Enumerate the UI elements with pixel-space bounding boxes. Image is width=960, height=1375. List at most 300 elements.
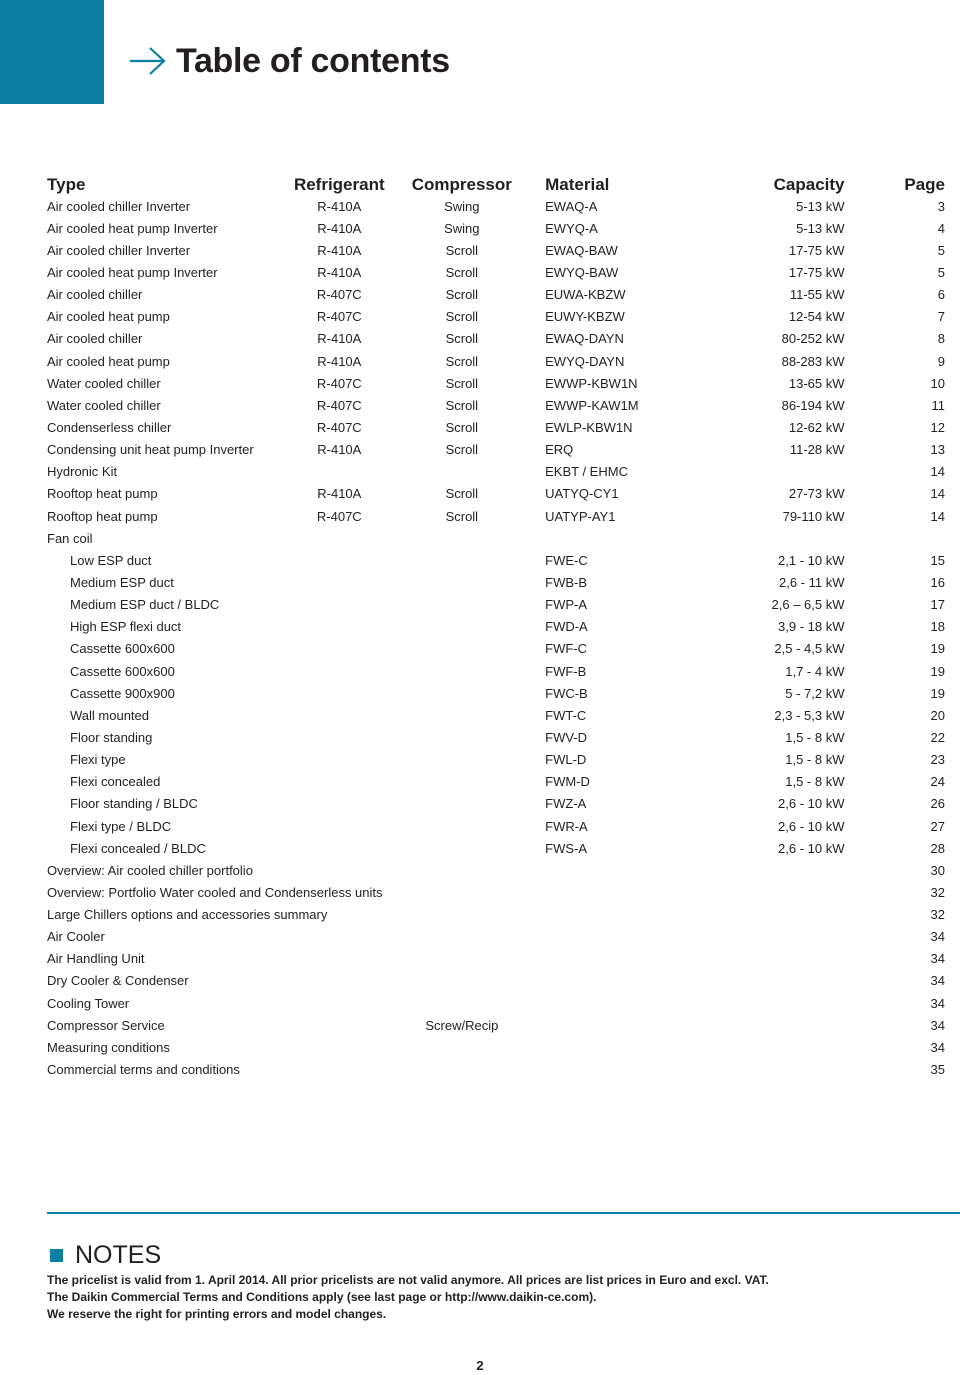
cell-compressor: Scroll: [445, 287, 479, 303]
table-row: [47, 594, 945, 616]
cell-capacity: 2,1 - 10 kW: [778, 552, 845, 568]
cell-material: UATYQ-CY1: [545, 486, 619, 502]
cell-capacity: 12-62 kW: [788, 419, 845, 435]
table-row: [47, 881, 945, 903]
cell-refrigerant: [284, 815, 394, 837]
cell-type: Air Cooler: [47, 929, 105, 945]
cell-capacity: 27-73 kW: [788, 486, 845, 502]
cell-material: EWWP-KBW1N: [545, 375, 638, 391]
cell-compressor: [395, 970, 530, 992]
cell-page: 32: [930, 907, 945, 923]
cell-material: FWT-C: [545, 707, 587, 723]
cell-compressor: [395, 881, 530, 903]
cell-material: EWYQ-A: [545, 220, 598, 236]
table-row: [47, 926, 945, 948]
cell-capacity: [694, 527, 845, 549]
column-header-capacity: Capacity: [773, 175, 845, 194]
cell-material: FWF-C: [545, 641, 587, 657]
cell-page: 15: [930, 552, 945, 568]
cell-page: 34: [930, 929, 945, 945]
cell-page: 17: [930, 597, 945, 613]
cell-refrigerant: [284, 1058, 394, 1080]
cell-material: EWAQ-A: [545, 198, 598, 214]
cell-compressor: Scroll: [445, 397, 479, 413]
cell-capacity: 5-13 kW: [796, 220, 845, 236]
cell-refrigerant: [284, 571, 394, 593]
notes-title: NOTES: [75, 1241, 162, 1269]
cell-type: Wall mounted: [70, 707, 149, 723]
cell-compressor: Screw/Recip: [425, 1017, 499, 1033]
cell-refrigerant: R-410A: [317, 331, 362, 347]
cell-material: FWV-D: [545, 729, 588, 745]
cell-refrigerant: [284, 726, 394, 748]
table-row: [47, 837, 945, 859]
table-row: [47, 904, 945, 926]
cell-compressor: [395, 527, 530, 549]
cell-type: Air cooled chiller Inverter: [47, 242, 191, 258]
cell-type: Condensing unit heat pump Inverter: [47, 442, 254, 458]
cell-refrigerant: [284, 926, 394, 948]
cell-type: Large Chillers options and accessories summary: [47, 907, 328, 923]
notes-divider: [47, 1212, 960, 1214]
cell-type: Fan coil: [47, 530, 93, 546]
cell-capacity: 11-55 kW: [789, 287, 845, 303]
cell-page: 12: [930, 419, 945, 435]
cell-material: EUWY-KBZW: [545, 309, 625, 325]
cell-refrigerant: [284, 682, 394, 704]
cell-capacity: 5-13 kW: [796, 198, 845, 214]
cell-compressor: Scroll: [445, 486, 479, 502]
cell-compressor: Scroll: [445, 242, 479, 258]
cell-compressor: [395, 726, 530, 748]
cell-page: 5: [937, 264, 945, 280]
cell-type: Flexi concealed: [70, 774, 161, 790]
cell-material: FWF-B: [545, 663, 587, 679]
cell-type: Air cooled chiller: [47, 287, 143, 303]
cell-material: FWS-A: [545, 840, 588, 856]
cell-refrigerant: R-410A: [317, 264, 362, 280]
cell-compressor: [395, 926, 530, 948]
cell-type: Air cooled heat pump: [47, 309, 170, 325]
cell-compressor: [395, 992, 530, 1014]
cell-compressor: [395, 704, 530, 726]
cell-page: 22: [930, 729, 945, 745]
table-row: [47, 239, 945, 261]
cell-compressor: [395, 771, 530, 793]
cell-type: Overview: Air cooled chiller portfolio: [47, 862, 253, 878]
cell-type: Commercial terms and conditions: [47, 1062, 240, 1078]
table-row: [47, 439, 945, 461]
cell-compressor: [395, 948, 530, 970]
cell-type: Low ESP duct: [70, 552, 152, 568]
notes-line: We reserve the right for printing errors and model changes.: [47, 1307, 387, 1321]
cell-page: [845, 527, 946, 549]
cell-type: Flexi type / BLDC: [70, 818, 172, 834]
cell-capacity: 17-75 kW: [788, 264, 845, 280]
cell-page: 32: [930, 884, 945, 900]
cell-refrigerant: R-410A: [317, 198, 362, 214]
table-row: [47, 261, 945, 283]
column-header-type: Type: [47, 175, 86, 194]
cell-type: High ESP flexi duct: [70, 619, 182, 635]
cell-page: 34: [930, 995, 945, 1011]
cell-capacity: 11-28 kW: [789, 442, 845, 458]
cell-type: Compressor Service: [47, 1017, 165, 1033]
cell-compressor: Scroll: [445, 264, 479, 280]
cell-page: 10: [930, 375, 945, 391]
cell-capacity: 1,7 - 4 kW: [785, 663, 845, 679]
table-row: [47, 372, 945, 394]
cell-refrigerant: [284, 970, 394, 992]
cell-compressor: [395, 616, 530, 638]
cell-material: FWL-D: [545, 752, 587, 768]
cell-compressor: [395, 904, 530, 926]
cell-refrigerant: R-410A: [317, 353, 362, 369]
cell-material: [529, 992, 694, 1014]
cell-capacity: 2,6 – 6,5 kW: [771, 597, 845, 613]
column-header-refrigerant: Refrigerant: [293, 175, 385, 194]
cell-capacity: 79-110 kW: [782, 508, 845, 524]
cell-material: FWC-B: [545, 685, 588, 701]
cell-compressor: [395, 749, 530, 771]
cell-capacity: [694, 1058, 845, 1080]
cell-capacity: 2,6 - 11 kW: [778, 574, 845, 590]
table-row: [47, 195, 945, 217]
notes-lines: [47, 1272, 927, 1323]
cell-type: Floor standing: [70, 729, 153, 745]
cell-material: [529, 904, 694, 926]
cell-refrigerant: [284, 948, 394, 970]
table-row: [47, 682, 945, 704]
cell-page: 34: [930, 951, 945, 967]
cell-page: 34: [930, 1017, 945, 1033]
page-number: 2: [476, 1358, 484, 1373]
table-row: [47, 416, 945, 438]
cell-capacity: [694, 881, 845, 903]
cell-capacity: 80-252 kW: [781, 331, 845, 347]
cell-compressor: [395, 793, 530, 815]
cell-compressor: [395, 815, 530, 837]
cell-capacity: 17-75 kW: [788, 242, 845, 258]
table-row: [47, 992, 945, 1014]
cell-page: 30: [930, 862, 945, 878]
cell-type: Medium ESP duct: [70, 574, 174, 590]
cell-compressor: [395, 594, 530, 616]
cell-capacity: 1,5 - 8 kW: [785, 729, 845, 745]
cell-page: 27: [930, 818, 945, 834]
table-row: [47, 771, 945, 793]
cell-capacity: [694, 461, 845, 483]
cell-compressor: [395, 1058, 530, 1080]
cell-page: 18: [930, 619, 945, 635]
cell-compressor: [395, 859, 530, 881]
cell-material: [529, 970, 694, 992]
cell-page: 26: [930, 796, 945, 812]
cell-page: 16: [930, 574, 945, 590]
square-bullet-icon: [50, 1249, 63, 1262]
column-header-material: Material: [545, 175, 610, 194]
cell-type: Dry Cooler & Condenser: [47, 973, 189, 989]
cell-type: Air Handling Unit: [47, 951, 145, 967]
cell-material: FWB-B: [545, 574, 588, 590]
table-row: [47, 306, 945, 328]
cell-capacity: 1,5 - 8 kW: [785, 774, 845, 790]
cell-type: Rooftop heat pump: [47, 486, 158, 502]
cell-page: 19: [930, 685, 945, 701]
cell-capacity: 3,9 - 18 kW: [778, 619, 845, 635]
cell-capacity: [694, 904, 845, 926]
cell-compressor: [395, 638, 530, 660]
table-row: [47, 726, 945, 748]
cell-material: EUWA-KBZW: [545, 287, 626, 303]
cell-page: 11: [931, 397, 945, 413]
cell-material: UATYP-AY1: [545, 508, 616, 524]
cell-capacity: 13-65 kW: [788, 375, 845, 391]
cell-refrigerant: R-407C: [316, 309, 362, 325]
cell-type: Cooling Tower: [47, 995, 130, 1011]
cell-page: 9: [937, 353, 945, 369]
cell-type: Cassette 600x600: [70, 641, 175, 657]
cell-type: Water cooled chiller: [47, 397, 161, 413]
cell-type: Rooftop heat pump: [47, 508, 158, 524]
table-row: [47, 749, 945, 771]
cell-capacity: 12-54 kW: [788, 309, 845, 325]
cell-material: FWD-A: [545, 619, 588, 635]
table-row: [47, 549, 945, 571]
cell-refrigerant: [284, 527, 394, 549]
cell-compressor: [395, 660, 530, 682]
cell-page: 20: [930, 707, 945, 723]
cell-refrigerant: [284, 837, 394, 859]
cell-compressor: Scroll: [445, 375, 479, 391]
cell-type: Air cooled chiller Inverter: [47, 198, 191, 214]
cell-page: 19: [930, 663, 945, 679]
cell-page: 24: [930, 774, 945, 790]
cell-capacity: [694, 1036, 845, 1058]
table-row: [47, 1058, 945, 1080]
table-row: [47, 461, 945, 483]
cell-material: [529, 859, 694, 881]
cell-type: Air cooled chiller: [47, 331, 143, 347]
cell-compressor: Scroll: [445, 331, 479, 347]
cell-capacity: 2,5 - 4,5 kW: [774, 641, 845, 657]
cell-refrigerant: R-410A: [317, 442, 362, 458]
table-row: [47, 704, 945, 726]
cell-refrigerant: R-407C: [316, 287, 362, 303]
cell-material: EKBT / EHMC: [545, 464, 628, 480]
cell-page: 4: [937, 220, 945, 236]
cell-material: FWP-A: [545, 597, 588, 613]
cell-page: 13: [930, 442, 945, 458]
toc-body: [47, 195, 945, 1081]
cell-refrigerant: [284, 461, 394, 483]
table-row: [47, 394, 945, 416]
cell-page: 23: [930, 752, 945, 768]
cell-page: 14: [930, 464, 945, 480]
column-header-compressor: Compressor: [411, 175, 512, 194]
cell-type: Cassette 900x900: [70, 685, 175, 701]
cell-material: FWR-A: [545, 818, 588, 834]
table-row: [47, 638, 945, 660]
cell-capacity: [694, 926, 845, 948]
cell-page: 14: [930, 486, 945, 502]
toc-table: [47, 171, 945, 1081]
cell-page: 7: [937, 309, 945, 325]
cell-type: Cassette 600x600: [70, 663, 175, 679]
table-row: [47, 793, 945, 815]
column-header-page: Page: [904, 175, 945, 194]
cell-material: [529, 1036, 694, 1058]
table-row: [47, 217, 945, 239]
cell-page: 8: [937, 331, 945, 347]
cell-page: 5: [937, 242, 945, 258]
cell-material: [529, 1058, 694, 1080]
notes-line: The Daikin Commercial Terms and Conditions apply (see last page or http://www.daikin-ce.com).: [47, 1290, 597, 1304]
cell-type: Overview: Portfolio Water cooled and Condenserless units: [47, 884, 383, 900]
cell-compressor: [395, 682, 530, 704]
chevron-right-arrow-icon: [128, 46, 168, 76]
table-row: [47, 284, 945, 306]
cell-material: EWYQ-DAYN: [545, 353, 625, 369]
cell-page: 6: [937, 287, 945, 303]
cell-compressor: Scroll: [445, 353, 479, 369]
cell-page: 14: [930, 508, 945, 524]
cell-compressor: [395, 837, 530, 859]
cell-refrigerant: [284, 1036, 394, 1058]
cell-compressor: Swing: [444, 220, 480, 236]
cell-capacity: [694, 859, 845, 881]
cell-refrigerant: R-407C: [316, 508, 362, 524]
table-row: [47, 815, 945, 837]
cell-refrigerant: R-410A: [317, 220, 362, 236]
notes-line: The pricelist is valid from 1. April 2014. All prior pricelists are not valid anymore. All prices are list prices in Euro and excl. VAT.: [47, 1273, 769, 1287]
cell-type: Hydronic Kit: [47, 464, 118, 480]
cell-capacity: [694, 948, 845, 970]
cell-refrigerant: [284, 704, 394, 726]
cell-type: Flexi concealed / BLDC: [70, 840, 206, 856]
notes-heading: [50, 1241, 161, 1270]
cell-type: Condenserless chiller: [47, 419, 172, 435]
cell-compressor: Scroll: [445, 309, 479, 325]
cell-capacity: 2,6 - 10 kW: [778, 796, 845, 812]
cell-material: EWAQ-DAYN: [545, 331, 624, 347]
cell-type: Flexi type: [70, 752, 126, 768]
cell-refrigerant: [284, 1014, 394, 1036]
corner-accent-block: [0, 0, 104, 104]
table-row: [47, 483, 945, 505]
cell-refrigerant: [284, 992, 394, 1014]
table-row: [47, 328, 945, 350]
cell-material: [529, 527, 694, 549]
cell-page: 34: [930, 973, 945, 989]
table-row: [47, 1036, 945, 1058]
cell-capacity: 2,6 - 10 kW: [778, 818, 845, 834]
table-header-row: [47, 171, 945, 195]
cell-page: 35: [930, 1062, 945, 1078]
cell-capacity: 1,5 - 8 kW: [785, 752, 845, 768]
cell-compressor: Swing: [444, 198, 480, 214]
cell-refrigerant: R-407C: [316, 419, 362, 435]
cell-material: [529, 881, 694, 903]
cell-refrigerant: R-410A: [317, 486, 362, 502]
cell-compressor: [395, 571, 530, 593]
cell-page: 34: [930, 1039, 945, 1055]
cell-type: Floor standing / BLDC: [70, 796, 198, 812]
cell-compressor: [395, 549, 530, 571]
cell-refrigerant: [284, 549, 394, 571]
cell-capacity: 5 - 7,2 kW: [785, 685, 845, 701]
cell-type: Air cooled heat pump Inverter: [47, 220, 218, 236]
cell-refrigerant: [284, 793, 394, 815]
cell-compressor: [395, 461, 530, 483]
table-row: [47, 616, 945, 638]
cell-material: [529, 1014, 694, 1036]
cell-compressor: Scroll: [445, 442, 479, 458]
cell-page: 28: [930, 840, 945, 856]
table-row: [47, 859, 945, 881]
cell-compressor: Scroll: [445, 508, 479, 524]
cell-material: ERQ: [545, 442, 574, 458]
cell-type: Air cooled heat pump: [47, 353, 170, 369]
cell-material: FWM-D: [545, 774, 590, 790]
table-row: [47, 350, 945, 372]
table-row: [47, 1014, 945, 1036]
title-row: [128, 38, 450, 84]
cell-material: FWZ-A: [545, 796, 587, 812]
cell-capacity: [694, 992, 845, 1014]
table-row: [47, 505, 945, 527]
cell-page: 19: [930, 641, 945, 657]
cell-compressor: [395, 1036, 530, 1058]
cell-compressor: Scroll: [445, 419, 479, 435]
cell-material: [529, 926, 694, 948]
cell-material: FWE-C: [545, 552, 588, 568]
cell-capacity: 2,3 - 5,3 kW: [774, 707, 845, 723]
cell-capacity: 2,6 - 10 kW: [778, 840, 845, 856]
cell-refrigerant: [284, 660, 394, 682]
table-row: [47, 571, 945, 593]
page-title: Table of contents: [176, 41, 450, 80]
cell-refrigerant: R-407C: [316, 397, 362, 413]
cell-type: Air cooled heat pump Inverter: [47, 264, 218, 280]
cell-material: EWYQ-BAW: [545, 264, 619, 280]
cell-material: EWAQ-BAW: [545, 242, 618, 258]
cell-capacity: [694, 970, 845, 992]
cell-capacity: [694, 1014, 845, 1036]
cell-refrigerant: R-407C: [316, 375, 362, 391]
table-row: [47, 527, 945, 549]
cell-refrigerant: [284, 749, 394, 771]
cell-page: 3: [937, 198, 945, 214]
cell-refrigerant: [284, 594, 394, 616]
cell-refrigerant: R-410A: [317, 242, 362, 258]
cell-type: Medium ESP duct / BLDC: [70, 597, 220, 613]
table-row: [47, 948, 945, 970]
cell-refrigerant: [284, 638, 394, 660]
cell-refrigerant: [284, 771, 394, 793]
table-row: [47, 660, 945, 682]
cell-material: EWWP-KAW1M: [545, 397, 639, 413]
cell-material: [529, 948, 694, 970]
cell-capacity: 86-194 kW: [781, 397, 845, 413]
cell-type: Water cooled chiller: [47, 375, 161, 391]
table-row: [47, 970, 945, 992]
cell-refrigerant: [284, 616, 394, 638]
cell-type: Measuring conditions: [47, 1039, 170, 1055]
cell-capacity: 88-283 kW: [781, 353, 845, 369]
cell-material: EWLP-KBW1N: [545, 419, 633, 435]
cell-refrigerant: [284, 859, 394, 881]
